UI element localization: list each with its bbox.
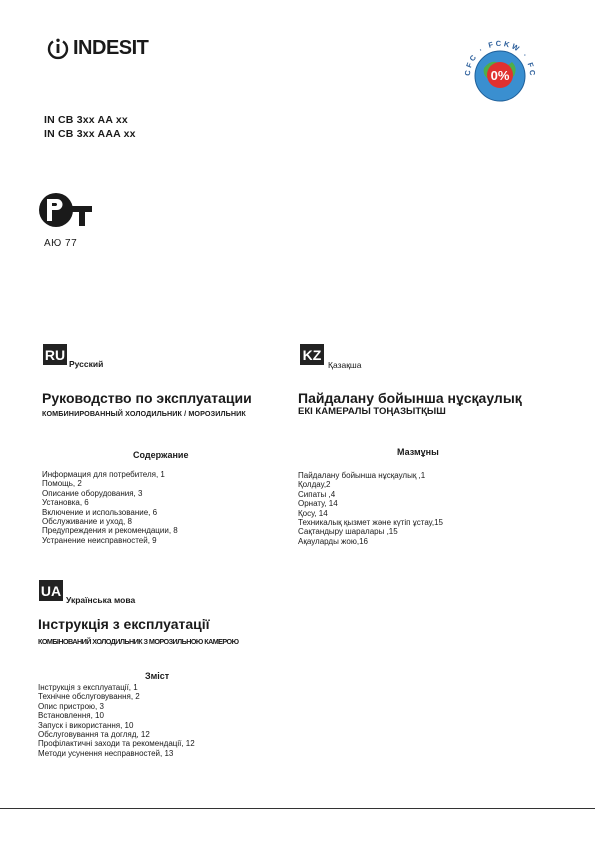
cfc-free-badge <box>458 28 542 112</box>
ua-toc-item: Інструкція з експлуатації, 1 <box>38 683 138 692</box>
kz-toc-item: Сақтандыру шаралары ,15 <box>298 527 398 537</box>
ua-toc-item: Профілактичні заходи та рекомендації, 12 <box>38 739 195 749</box>
ua-toc-item: Обслуговування та догляд, 12 <box>38 730 150 740</box>
cfc-free-globe-icon <box>458 28 542 112</box>
pct-certification-icon <box>34 188 94 236</box>
model-number-1: IN CB 3xx AA xx <box>44 114 128 126</box>
kz-toc-item: Пайдалану бойынша нұсқаулық ,1 <box>298 471 426 480</box>
ua-manual-title: Інструкція з експлуатації <box>38 616 210 632</box>
kz-table-of-contents <box>298 471 443 546</box>
ua-toc-item: Встановлення, 10 <box>38 711 104 721</box>
ru-manual-title: Руководство по эксплуатации <box>42 390 252 406</box>
ru-toc-title: Содержание <box>133 450 189 460</box>
ru-toc-item: Установка, 6 <box>42 498 89 508</box>
ru-toc-item: Включение и использование, 6 <box>42 507 158 517</box>
kz-toc-item: Техникалық қызмет және күтіп ұстау,15 <box>298 518 443 528</box>
ru-manual-subtitle: КОМБИНИРОВАННЫЙ ХОЛОДИЛЬНИК / МОРОЗИЛЬНИК <box>42 409 246 418</box>
model-number-2: IN CB 3xx AAA xx <box>44 128 136 140</box>
kz-toc-title: Мазмұны <box>397 447 439 457</box>
kz-manual-title: Пайдалану бойынша нұсқаулық <box>298 390 522 406</box>
ru-toc-item: Устранение неисправностей, 9 <box>42 535 157 545</box>
ru-toc-item: Описание оборудования, 3 <box>42 488 143 498</box>
ru-toc-item: Информация для потребителя, 1 <box>42 470 165 479</box>
cfc-badge-text: CFC · FCKW · FC <box>462 38 538 78</box>
ru-table-of-contents <box>42 470 178 545</box>
ru-language-badge: RU <box>43 344 67 365</box>
brand-logo <box>46 34 176 62</box>
ua-toc-item: Методи усунення несправностей, 13 <box>38 748 174 758</box>
certification-mark <box>34 188 94 236</box>
kz-toc-item: Ақауларды жою,16 <box>298 536 368 546</box>
power-symbol-icon <box>46 36 70 60</box>
ua-table-of-contents <box>38 683 195 758</box>
ua-language-badge: UA <box>39 580 63 601</box>
kz-language-name: Қазақша <box>328 360 362 370</box>
ru-toc-item: Предупреждения и рекомендации, 8 <box>42 526 178 536</box>
ua-toc-item: Опис пристрою, 3 <box>38 701 104 711</box>
footer-divider <box>0 808 595 809</box>
ua-toc-title: Зміст <box>145 671 170 681</box>
kz-toc-item: Сипаты ,4 <box>298 489 336 499</box>
brand-logo-text: INDESIT <box>73 36 149 59</box>
svg-text:0%: 0% <box>490 68 510 83</box>
kz-toc-item: Орнату, 14 <box>298 499 338 509</box>
kz-toc-item: Қосу, 14 <box>298 508 328 518</box>
ua-toc-item: Запуск і використання, 10 <box>38 720 134 730</box>
kz-language-badge: KZ <box>300 344 324 365</box>
ua-language-name: Українська мова <box>66 595 136 605</box>
ua-toc-item: Технічне обслуговування, 2 <box>38 692 140 702</box>
ru-toc-item: Обслуживание и уход, 8 <box>42 517 132 527</box>
certification-code: AЮ 77 <box>44 238 78 249</box>
ru-language-name: Русский <box>69 359 104 369</box>
kz-manual-subtitle: ЕКІ КАМЕРАЛЫ ТОҢАЗЫТҚЫШ <box>298 406 446 417</box>
ua-manual-subtitle: КОМБІНОВАНИЙ ХОЛОДИЛЬНИК З МОРОЗИЛЬНОЮ КАМЕРОЮ <box>38 637 239 646</box>
ru-toc-item: Помощь, 2 <box>42 479 82 489</box>
kz-toc-item: Қолдау,2 <box>298 480 331 490</box>
